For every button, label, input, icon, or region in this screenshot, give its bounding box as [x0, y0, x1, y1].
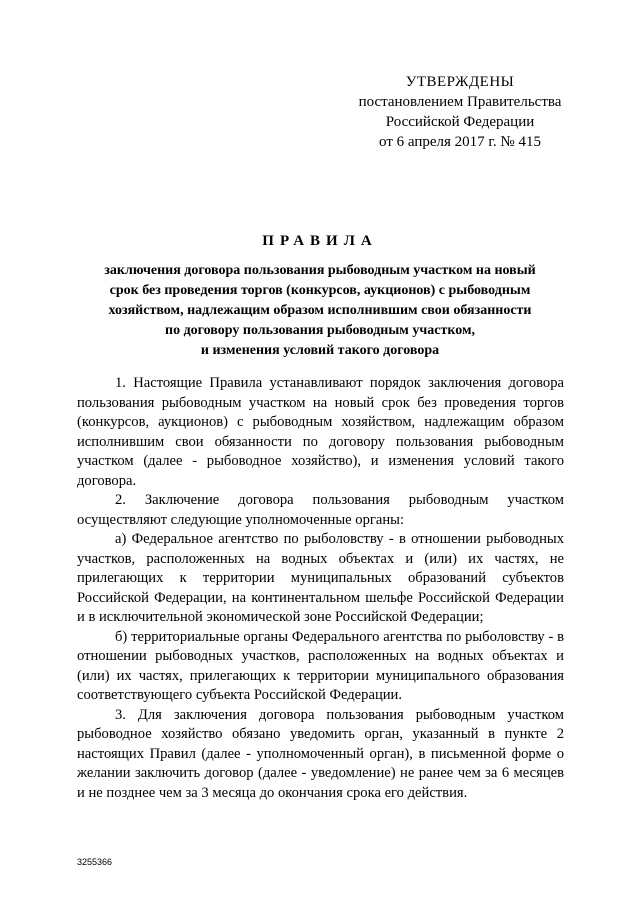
footer-document-code: 3255366	[77, 857, 113, 867]
subtitle-line: хозяйством, надлежащим образом исполнившим свои обязанности	[108, 303, 532, 318]
paragraph-2: 2. Заключение договора пользования рыбоводным участком осуществляют следующие уполномоченные органы:	[77, 492, 564, 528]
approval-line-3: от 6 апреля 2017 г. № 415	[379, 134, 541, 150]
document-subtitle	[70, 261, 570, 361]
paragraph-2a: а) Федеральное агентство по рыболовству - в отношении рыбоводных участков, расположенных на водных объектах и (или) их частях, не прилегающих к территории муниципальных образований субъектов Российской Федерации, на континентальном шельфе Российской Федерации и в исключительной экономической зоне Российской Федерации;	[77, 531, 564, 625]
subtitle-line: по договору пользования рыбоводным участком,	[165, 323, 475, 338]
approval-line-1: постановлением Правительства	[358, 94, 562, 110]
approval-heading: УТВЕРЖДЕНЫ	[405, 74, 515, 90]
approval-line-2: Российской Федерации	[385, 114, 535, 130]
paragraph-2b: б) территориальные органы Федерального агентства по рыболовству - в отношении рыбоводных участков, расположенных на водных объектах и (или) их частях, прилегающих к территории муниципального образования соответствующего субъекта Российской Федерации.	[77, 628, 564, 703]
subtitle-line: заключения договора пользования рыбоводным участком на новый	[104, 263, 536, 278]
paragraph-3: 3. Для заключения договора пользования рыбоводным участком рыбоводное хозяйство обязано уведомить орган, указанный в пункте 2 настоящих Правил (далее - уполномоченный орган), в письменной форме о желании заключить договор (далее - уведомление) не ранее чем за 6 месяцев и не позднее чем за 3 месяца до окончания срока его действия.	[77, 706, 564, 801]
subtitle-line: срок без проведения торгов (конкурсов, аукционов) с рыбоводным	[109, 283, 531, 298]
subtitle-line: и изменения условий такого договора	[200, 343, 440, 358]
approval-block	[330, 72, 590, 152]
paragraph-1: 1. Настоящие Правила устанавливают порядок заключения договора пользования рыбоводным участком на новый срок без проведения торгов (конкурсов, аукционов) с рыбоводным хозяйством, надлежащим образом исполнившим свои обязанности по договору пользования рыбоводным участком (далее - рыбоводное хозяйство), и изменения условий такого договора.	[77, 375, 564, 489]
document-body	[77, 374, 564, 803]
document-title: ПРАВИЛА	[262, 233, 378, 249]
